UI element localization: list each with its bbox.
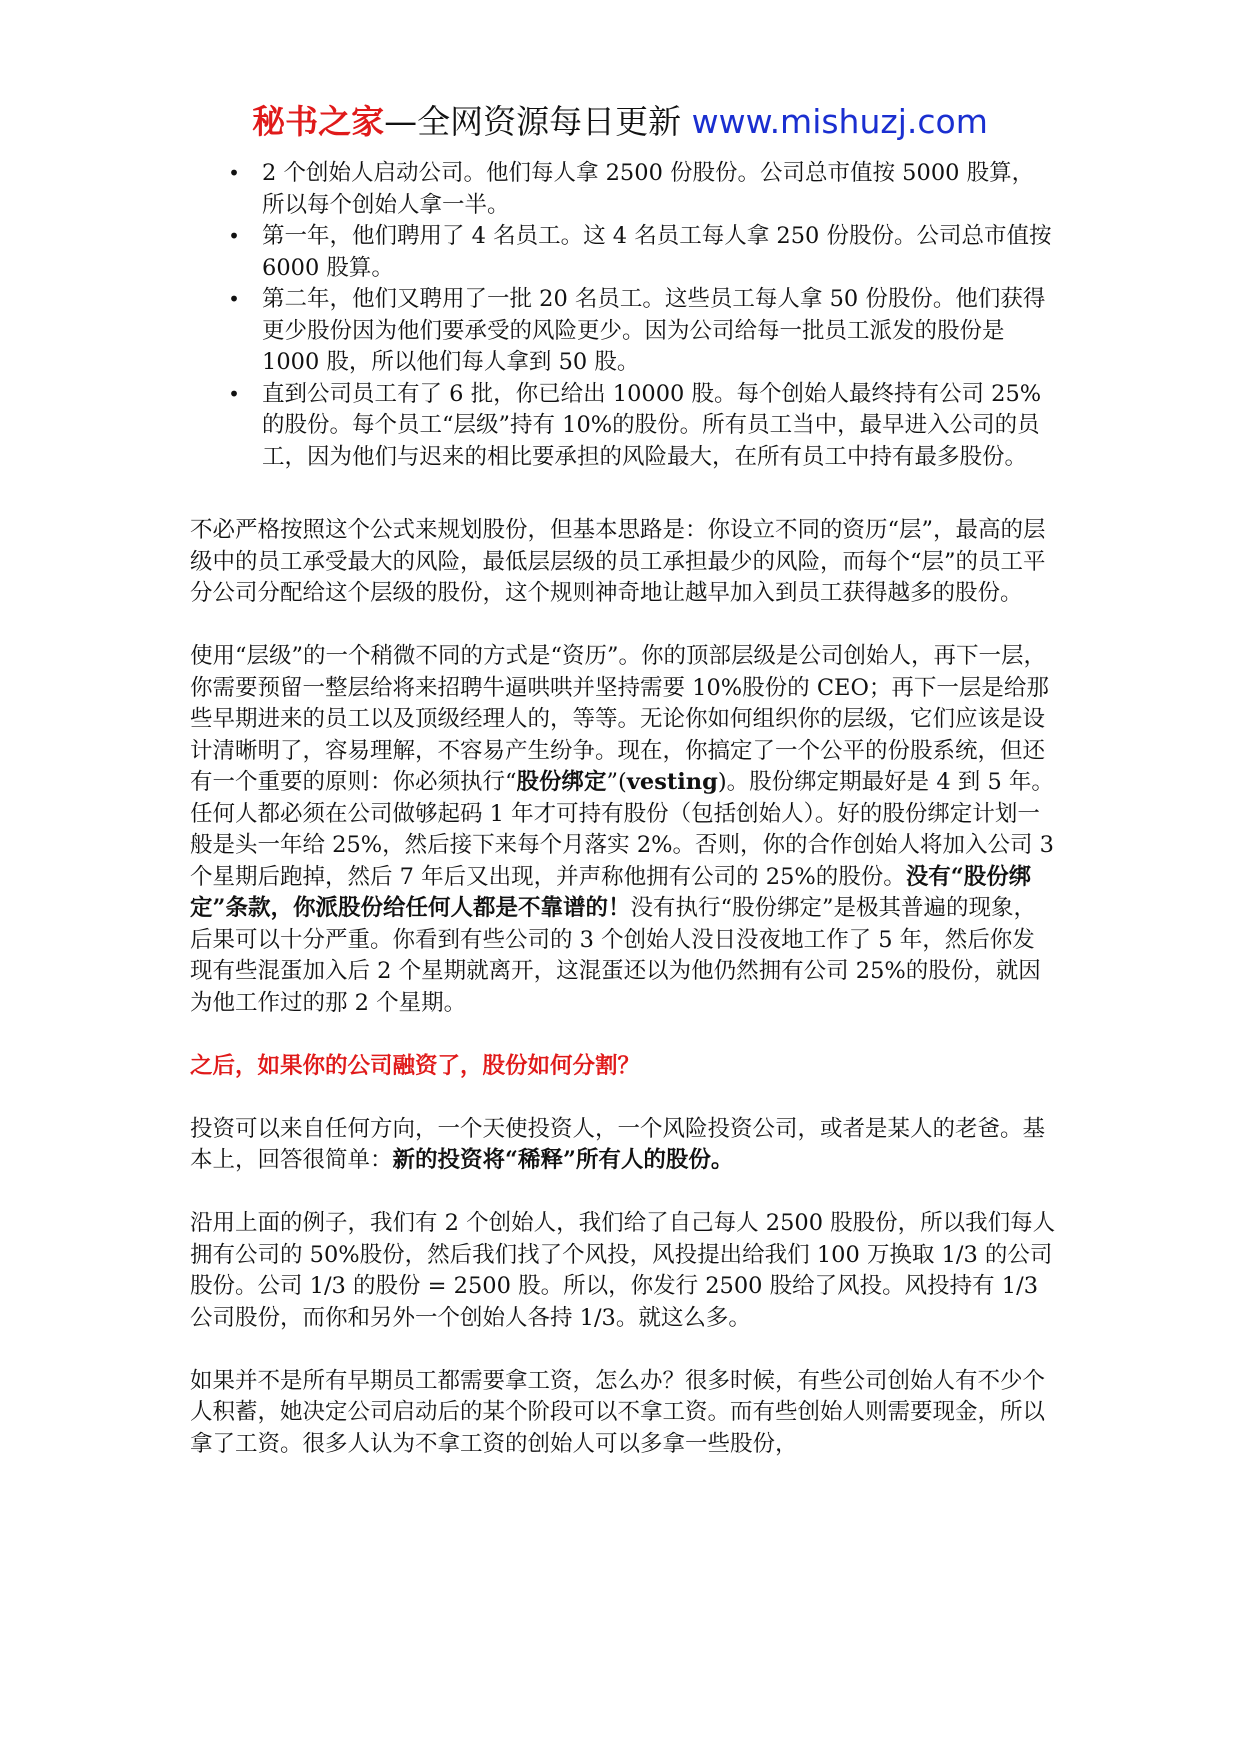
bullet-icon: • xyxy=(228,381,240,406)
bullet-text: 2 个创始人启动公司。他们每人拿 2500 份股份。公司总市值按 5000 股算，所以每个创始人拿一半。 xyxy=(262,160,1035,218)
bullet-icon: • xyxy=(228,224,240,248)
paragraph-vesting xyxy=(190,641,1056,1019)
investment-text: 投资可以来自任何方向，一个天使投资人，一个风险投资公司，或者是某人的老爸。基本上，回答很简单： xyxy=(190,1115,1046,1173)
page-header xyxy=(0,100,1240,144)
bullet-text: 直到公司员工有了 6 批，你已给出 10000 股。每个创始人最终持有公司 25%的股份。每个员工“层级”持有 10%的股份。所有员工当中，最早进入公司的员工，因为他们与迟来的相比要承担的风险最大，在所有员工中持有最多股份。 xyxy=(262,380,1042,470)
bullet-item xyxy=(190,284,1056,379)
investment-bold: 新的投资将“稀释”所有人的股份。 xyxy=(392,1147,734,1173)
site-url-link[interactable]: www.mishuzj.com xyxy=(691,102,988,141)
vesting-bold-warning: 没有“股份绑定”条款，你派股份给任何人都是不靠谱的！ xyxy=(190,863,1032,921)
vesting-text-2: ”( xyxy=(606,769,627,795)
bullet-text: 第一年，他们聘用了 4 名员工。这 4 名员工每人拿 250 份股份。公司总市值按 6000 股算。 xyxy=(262,223,1052,281)
vesting-text-3: )。股份绑定期最好是 4 到 5 年。任何人都必须在公司做够起码 1 年才可持有股份（包括创始人）。好的股份绑定计划一般是头一年给 25%，然后接下来每个月落实 2%。否则，你的合作创始人将加入公司 3 个星期后跑掉，然后 7 年后又出现，并声称他拥有公司的 25%的股份。 xyxy=(190,769,1054,890)
paragraph-investment xyxy=(190,1114,1056,1177)
section-heading: 之后，如果你的公司融资了，股份如何分割？ xyxy=(190,1052,641,1079)
brand-name: 秘书之家 xyxy=(252,102,385,141)
document-body xyxy=(190,158,1056,1460)
vesting-text-4: 没有执行“股份绑定”是极其普遍的现象，后果可以十分严重。你看到有些公司的 3 个创始人没日没夜地工作了 5 年，然后你发现有些混蛋加入后 2 个星期就离开，这混蛋还以为他仍然拥有公司 25%的股份，就因为他工作过的那 2 个星期。 xyxy=(190,895,1041,1016)
bullet-icon: • xyxy=(228,161,240,185)
vesting-text-1: 使用“层级”的一个稍微不同的方式是“资历”。你的顶部层级是公司创始人，再下一层，你需要预留一整层给将来招聘牛逼哄哄并坚持需要 10%股份的 CEO；再下一层是给那些早期进来的员工以及顶级经理人的，等等。无论你如何组织你的层级，它们应该是设计清晰明了，容易理解，不容易产生纷争。现在，你搞定了一个公平的份股系统，但还有一个重要的原则：你必须执行“ xyxy=(190,643,1049,795)
paragraph-dilution-example: 沿用上面的例子，我们有 2 个创始人，我们给了自己每人 2500 股股份，所以我们每人拥有公司的 50%股份，然后我们找了个风投，风投提出给我们 100 万换取 1/3 的公司股份。公司 1/3 的股份 = 2500 股。所以，你发行 2500 股给了风投。风投持有 1/3 公司股份，而你和另外一个创始人各持 1/3。就这么多。 xyxy=(190,1210,1056,1331)
bullet-item xyxy=(190,158,1056,221)
bullet-text: 第二年，他们又聘用了一批 20 名员工。这些员工每人拿 50 份股份。他们获得更少股份因为他们要承受的风险更少。因为公司给每一批员工派发的股份是 1000 股，所以他们每人拿到 50 股。 xyxy=(262,286,1046,375)
bullet-list xyxy=(190,158,1056,473)
bullet-icon: • xyxy=(228,287,240,311)
header-slogan: —全网资源每日更新 xyxy=(384,102,692,141)
vesting-bold-english: vesting xyxy=(626,769,718,795)
paragraph-tier-principle: 不必严格按照这个公式来规划股份，但基本思路是：你设立不同的资历“层”，最高的层级中的员工承受最大的风险，最低层层级的员工承担最少的风险，而每个“层”的员工平分公司分配给这个层级的股份，这个规则神奇地让越早加入到员工获得越多的股份。 xyxy=(190,517,1046,606)
vesting-bold-term: 股份绑定 xyxy=(516,769,607,795)
bullet-item xyxy=(190,221,1056,284)
bullet-item xyxy=(190,379,1056,474)
paragraph-salary: 如果并不是所有早期员工都需要拿工资，怎么办？很多时候，有些公司创始人有不少个人积蓄，她决定公司启动后的某个阶段可以不拿工资。而有些创始人则需要现金，所以拿了工资。很多人认为不拿工资的创始人可以多拿一些股份， xyxy=(190,1367,1046,1457)
